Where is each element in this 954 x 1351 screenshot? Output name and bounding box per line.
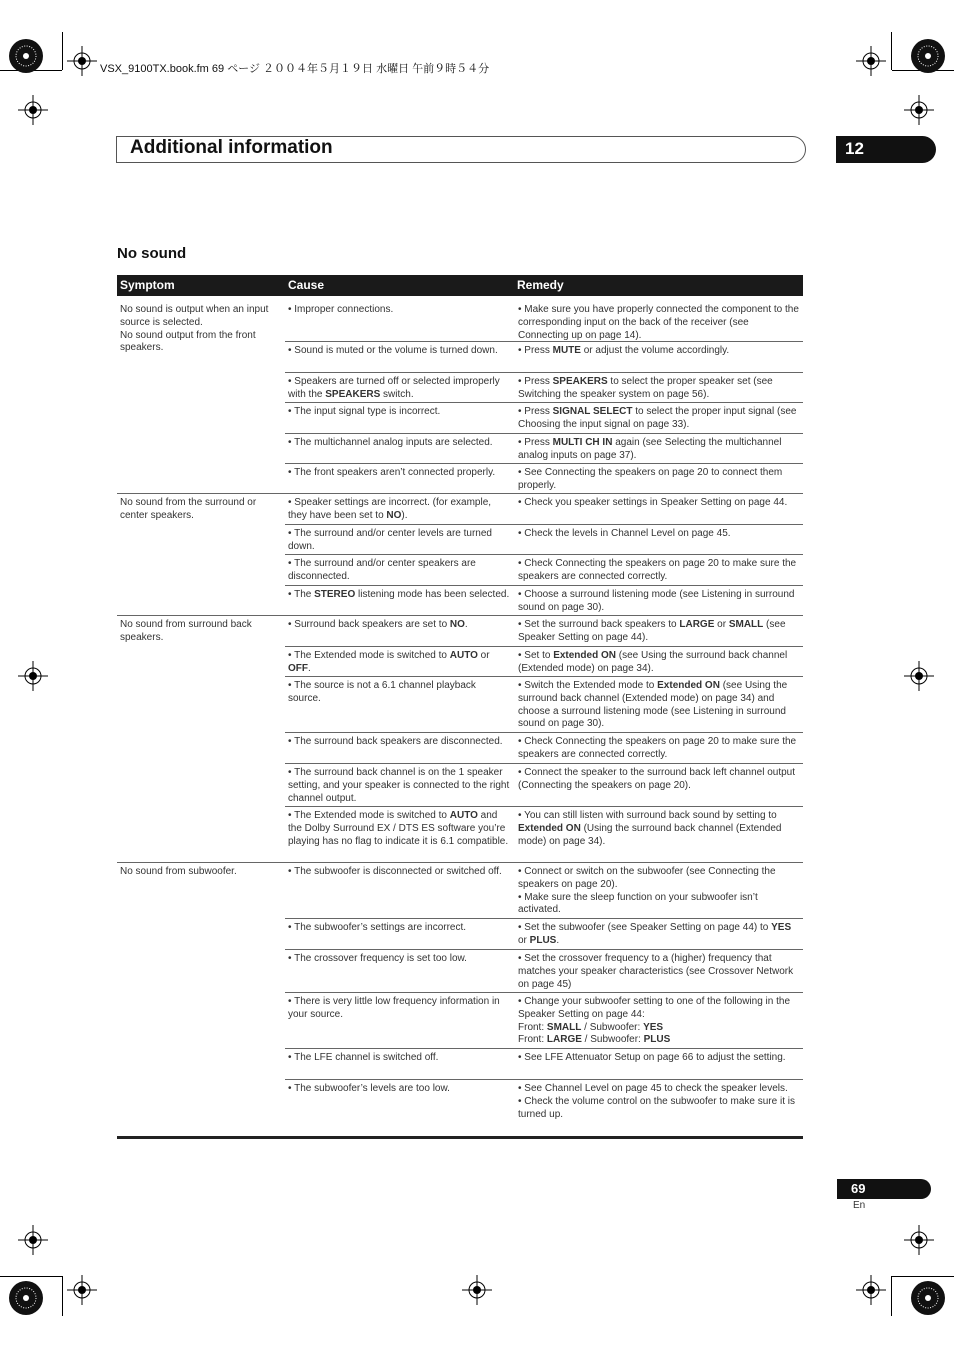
symptom-cell: No sound from subwoofer. bbox=[120, 866, 237, 877]
row-divider bbox=[285, 433, 803, 434]
cause-cell: • The surround back channel is on the 1 speaker setting, and your speaker is connected to the right channel output. bbox=[288, 767, 510, 804]
registration-mark-icon bbox=[904, 95, 934, 125]
row-divider bbox=[285, 992, 803, 993]
remedy-cell: • Press MUTE or adjust the volume accordingly. bbox=[518, 345, 730, 356]
cause-cell: • The input signal type is incorrect. bbox=[288, 406, 441, 417]
remedy-cell: • Press MULTI CH IN again (see Selecting the multichannel analog inputs on page 37). bbox=[518, 437, 782, 461]
cause-cell: • The front speakers aren’t connected properly. bbox=[288, 467, 496, 478]
symptom-cell: No sound is output when an input source is selected. No sound output from the front speakers. bbox=[120, 304, 269, 354]
row-divider bbox=[285, 341, 803, 342]
crop-line bbox=[891, 1276, 892, 1316]
row-divider bbox=[285, 763, 803, 764]
remedy-cell: • Set the surround back speakers to LARGE or SMALL (see Speaker Setting on page 44). bbox=[518, 619, 786, 643]
cause-cell: • The subwoofer’s settings are incorrect. bbox=[288, 922, 467, 933]
registration-mark-icon bbox=[18, 95, 48, 125]
row-divider bbox=[285, 493, 803, 494]
crop-line bbox=[892, 1276, 954, 1277]
registration-mark-icon bbox=[18, 661, 48, 691]
chapter-number: 12 bbox=[836, 136, 936, 163]
row-divider bbox=[285, 585, 803, 586]
remedy-cell: • You can still listen with surround back sound by setting to Extended ON (Using the surround back channel (Extended mode) on page 34). bbox=[518, 810, 782, 847]
row-divider bbox=[285, 862, 803, 863]
cause-cell: • The multichannel analog inputs are selected. bbox=[288, 437, 493, 448]
cause-cell: • The LFE channel is switched off. bbox=[288, 1052, 439, 1063]
remedy-cell: • See Channel Level on page 45 to check the speaker levels. • Check the volume control on the subwoofer to make sure it is turned up. bbox=[518, 1083, 795, 1120]
remedy-cell: • Check Connecting the speakers on page 20 to make sure the speakers are connected correctly. bbox=[518, 736, 797, 760]
crop-line bbox=[891, 32, 892, 70]
registration-mark-icon bbox=[67, 1275, 97, 1305]
crop-line bbox=[62, 32, 63, 70]
symptom-cell: No sound from surround back speakers. bbox=[120, 619, 252, 643]
remedy-cell: • Change your subwoofer setting to one of the following in the Speaker Setting on page 44: Front: SMALL / Subwoofer: YES Front: LARGE / Subwoofer: PLUS bbox=[518, 996, 791, 1046]
table-body bbox=[117, 296, 803, 1139]
remedy-cell: • Set to Extended ON (see Using the surround back channel (Extended mode) on page 34). bbox=[518, 650, 788, 674]
cause-cell: • There is very little low frequency information in your source. bbox=[288, 996, 500, 1020]
remedy-cell: • See Connecting the speakers on page 20 to connect them properly. bbox=[518, 467, 783, 491]
sunburst-mark-icon bbox=[910, 1280, 946, 1316]
row-divider bbox=[285, 554, 803, 555]
row-divider bbox=[285, 732, 803, 733]
cause-cell: • The subwoofer’s levels are too low. bbox=[288, 1083, 450, 1094]
row-divider bbox=[285, 615, 803, 616]
cause-cell: • The crossover frequency is set too low. bbox=[288, 953, 467, 964]
cause-cell: • The Extended mode is switched to AUTO or OFF. bbox=[288, 650, 490, 674]
registration-mark-icon bbox=[856, 46, 886, 76]
cause-cell: • The surround back speakers are disconnected. bbox=[288, 736, 503, 747]
remedy-cell: • Choose a surround listening mode (see Listening in surround sound on page 30). bbox=[518, 589, 795, 613]
remedy-cell: • Switch the Extended mode to Extended ON (see Using the surround back channel (Extended mode) on page 34) and choose a surround listening mode (see Listening in surround sound on page 30). bbox=[518, 680, 788, 730]
remedy-cell: • Press SIGNAL SELECT to select the proper input signal (see Choosing the input signal on page 33). bbox=[518, 406, 797, 430]
cause-cell: • Speakers are turned off or selected improperly with the SPEAKERS switch. bbox=[288, 376, 500, 400]
registration-mark-icon bbox=[856, 1275, 886, 1305]
row-divider bbox=[285, 402, 803, 403]
row-divider bbox=[285, 1048, 803, 1049]
remedy-cell: • Set the crossover frequency to a (higher) frequency that matches your speaker characteristics (see Crossover Network on page 45) bbox=[518, 953, 794, 990]
cause-cell: • Surround back speakers are set to NO. bbox=[288, 619, 468, 630]
troubleshooting-table bbox=[117, 275, 803, 1139]
sunburst-mark-icon bbox=[8, 38, 44, 74]
cause-cell: • Speaker settings are incorrect. (for example, they have been set to NO). bbox=[288, 497, 492, 521]
cause-cell: • The surround and/or center speakers are disconnected. bbox=[288, 558, 476, 582]
crop-line bbox=[0, 1276, 62, 1277]
cause-cell: • Sound is muted or the volume is turned down. bbox=[288, 345, 498, 356]
row-divider bbox=[285, 1079, 803, 1080]
remedy-cell: • Make sure you have properly connected the component to the corresponding input on the back of the receiver (see Connecting up on page 14). bbox=[518, 304, 799, 341]
cause-cell: • The STEREO listening mode has been selected. bbox=[288, 589, 510, 600]
row-divider bbox=[285, 524, 803, 525]
page-number: 69 bbox=[837, 1179, 931, 1199]
sunburst-mark-icon bbox=[8, 1280, 44, 1316]
column-header-symptom: Symptom bbox=[120, 278, 175, 292]
row-divider bbox=[285, 918, 803, 919]
symptom-cell: No sound from the surround or center speakers. bbox=[120, 497, 257, 521]
remedy-cell: • Set the subwoofer (see Speaker Setting on page 44) to YES or PLUS. bbox=[518, 922, 792, 946]
registration-mark-icon bbox=[462, 1275, 492, 1305]
row-divider bbox=[285, 463, 803, 464]
cause-cell: • The source is not a 6.1 channel playback source. bbox=[288, 680, 476, 704]
registration-mark-icon bbox=[904, 1225, 934, 1255]
crop-line bbox=[62, 1276, 63, 1316]
registration-mark-icon bbox=[904, 661, 934, 691]
page-language: En bbox=[853, 1200, 866, 1211]
cause-cell: • Improper connections. bbox=[288, 304, 394, 315]
remedy-cell: • Check the levels in Channel Level on page 45. bbox=[518, 528, 731, 539]
row-divider bbox=[285, 806, 803, 807]
cause-cell: • The subwoofer is disconnected or switched off. bbox=[288, 866, 502, 877]
file-header: VSX_9100TX.book.fm 69 ページ ２００４年５月１９日 水曜日 午前９時５４分 bbox=[100, 63, 490, 75]
remedy-cell: • Press SPEAKERS to select the proper speaker set (see Switching the speaker system on page 56). bbox=[518, 376, 773, 400]
cause-cell: • The surround and/or center levels are turned down. bbox=[288, 528, 492, 552]
sunburst-mark-icon bbox=[910, 38, 946, 74]
remedy-cell: • Check Connecting the speakers on page 20 to make sure the speakers are connected correctly. bbox=[518, 558, 797, 582]
registration-mark-icon bbox=[67, 46, 97, 76]
registration-mark-icon bbox=[18, 1225, 48, 1255]
chapter-title: Additional information bbox=[130, 137, 333, 158]
row-divider bbox=[285, 676, 803, 677]
column-header-cause: Cause bbox=[288, 278, 325, 292]
remedy-cell: • Connect or switch on the subwoofer (see Connecting the speakers on page 20). • Make sure the sleep function on your subwoofer isn’t activated. bbox=[518, 866, 776, 916]
row-divider bbox=[285, 949, 803, 950]
row-divider bbox=[285, 646, 803, 647]
remedy-cell: • See LFE Attenuator Setup on page 66 to adjust the setting. bbox=[518, 1052, 786, 1063]
remedy-cell: • Check you speaker settings in Speaker Setting on page 44. bbox=[518, 497, 788, 508]
remedy-cell: • Connect the speaker to the surround back left channel output (Connecting the speakers on page 20). bbox=[518, 767, 796, 791]
table-header bbox=[117, 275, 803, 296]
column-header-remedy: Remedy bbox=[517, 278, 564, 292]
section-title: No sound bbox=[117, 245, 187, 262]
row-divider bbox=[285, 372, 803, 373]
cause-cell: • The Extended mode is switched to AUTO and the Dolby Surround EX / DTS ES software you’re playing has no flag to indicate it is 6.1 compatible. bbox=[288, 810, 509, 847]
